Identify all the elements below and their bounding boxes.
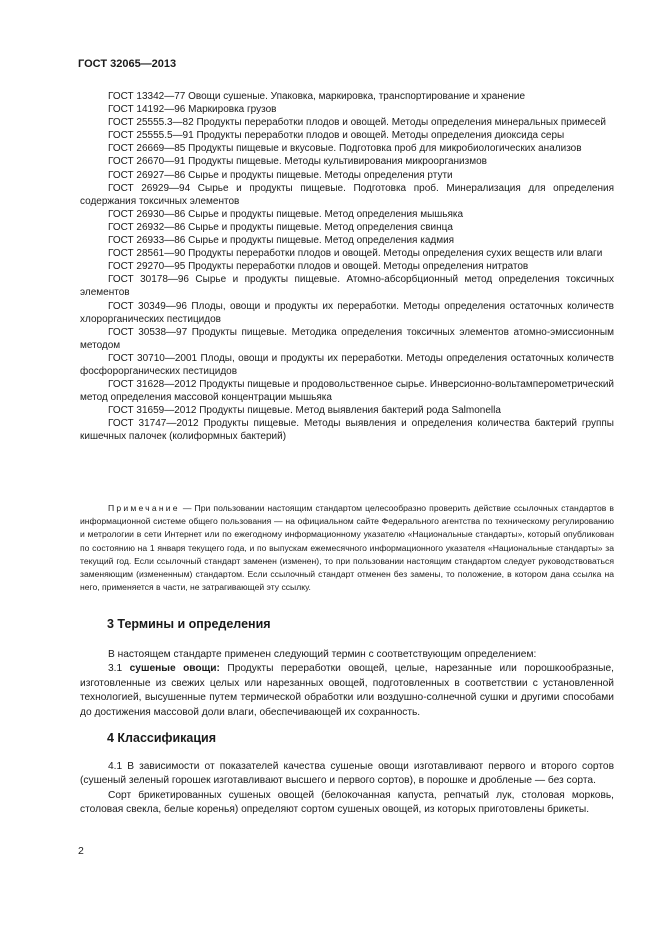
reference-item: ГОСТ 26932—86 Сырье и продукты пищевые. Метод определения свинца [108,221,453,233]
reference-item: ГОСТ 26927—86 Сырье и продукты пищевые. Методы определения ртути [108,169,453,181]
note-label: Примечание [108,503,180,513]
reference-item: ГОСТ 26929—94 Сырье и продукты пищевые. Подготовка проб. Минерализация для определения содержания токсичных элементов [80,182,614,207]
reference-item: ГОСТ 30710—2001 Плоды, овощи и продукты их переработки. Методы определения остаточных количеств фосфорорганических пестицидов [80,352,614,377]
reference-item: ГОСТ 28561—90 Продукты переработки плодов и овощей. Методы определения сухих веществ или влаги [108,248,603,260]
reference-item: ГОСТ 26669—85 Продукты пищевые и вкусовые. Подготовка проб для микробиологических анализов [108,143,582,155]
note-text: — При пользовании настоящим стандартом целесообразно проверить действие ссылочных стандартов в информационной системе общего пользования — на официальном сайте Федерального агентства по техническому регулированию и метрологии в сети Интернет или по ежегодному информационному указателю «Национальные стандарты», который опубликован по состоянию на 1 января текущего года, и по выпускам ежемесячного информационного указателя «Национальные стандарты» за текущий год. Если ссылочный стандарт заменен (изменен), то при пользовании настоящим стандартом следует руководствоваться заменяющим (измененным) стандартом. Если ссылочный стандарт отменен без замены, то положение, в котором дана ссылка на него, применяется в части, не затрагивающей эту ссылку. [80,503,614,593]
section-4-body [80,760,614,818]
term-name: сушеные овощи: [129,663,220,675]
section-4-paragraph-1: 4.1 В зависимости от показателей качества сушеные овощи изготавливают первого и второго сортов (сушеный зеленый горошек изготавливают высшего и первого сортов), в порошке и дробленые — без сорта. [80,761,614,787]
reference-item: ГОСТ 31659—2012 Продукты пищевые. Метод выявления бактерий рода Salmonella [108,405,501,417]
term-definition [80,662,614,720]
reference-item: ГОСТ 29270—95 Продукты переработки плодов и овощей. Методы определения нитратов [108,261,529,273]
section-3-body [80,648,614,720]
note-paragraph [80,502,614,594]
reference-item: ГОСТ 26930—86 Сырье и продукты пищевые. Метод определения мышьяка [108,208,464,220]
document-header: ГОСТ 32065—2013 [78,58,177,70]
reference-item: ГОСТ 30178—96 Сырье и продукты пищевые. Атомно-абсорбционный метод определения токсичных элементов [80,274,614,299]
term-definition-text: Продукты переработки овощей, целые, нарезанные или порошкообразные, изготовленные из свежих целых или нарезанных овощей, подготовленных в соответствии с установленной технологией, высушенные путем термической обработки или воздушно-солнечной сушки и другими способами до достижения массовой доли влаги, обеспечивающей их сохранность. [80,663,615,718]
term-number: 3.1 [108,663,130,675]
reference-item: ГОСТ 26933—86 Сырье и продукты пищевые. Метод определения кадмия [108,235,455,247]
reference-item: ГОСТ 14192—96 Маркировка грузов [108,104,277,116]
section-3-intro: В настоящем стандарте применен следующий термин с соответствующим определением: [108,649,537,660]
page-number: 2 [78,845,84,857]
reference-item: ГОСТ 30538—97 Продукты пищевые. Методика определения токсичных элементов атомно-эмиссионным методом [80,326,614,351]
reference-item: ГОСТ 13342—77 Овощи сушеные. Упаковка, маркировка, транспортирование и хранение [108,91,526,102]
reference-item: ГОСТ 25555.5—91 Продукты переработки плодов и овощей. Методы определения диоксида серы [108,130,565,142]
references-list [80,90,614,444]
reference-item: ГОСТ 31628—2012 Продукты пищевые и продовольственное сырье. Инверсионно-вольтамперометрический метод определения массовой концентрации мышьяка [80,379,614,404]
section-4-heading: 4 Классификация [107,731,217,745]
section-4-paragraph-2: Сорт брикетированных сушеных овощей (белокочанная капуста, репчатый лук, столовая морковь, столовая свекла, белые коренья) определяют сортом сушеных овощей, из которых приготовлены брикеты. [80,789,614,816]
reference-item: ГОСТ 25555.3—82 Продукты переработки плодов и овощей. Методы определения минеральных примесей [108,117,606,129]
reference-item: ГОСТ 30349—96 Плоды, овощи и продукты их переработки. Методы определения остаточных количеств хлорорганических пестицидов [80,300,614,325]
section-3-heading: 3 Термины и определения [107,617,271,631]
reference-item: ГОСТ 26670—91 Продукты пищевые. Методы культивирования микроорганизмов [108,156,487,168]
reference-item: ГОСТ 31747—2012 Продукты пищевые. Методы выявления и определения количества бактерий группы кишечных палочек (колиформных бактерий) [80,418,614,443]
